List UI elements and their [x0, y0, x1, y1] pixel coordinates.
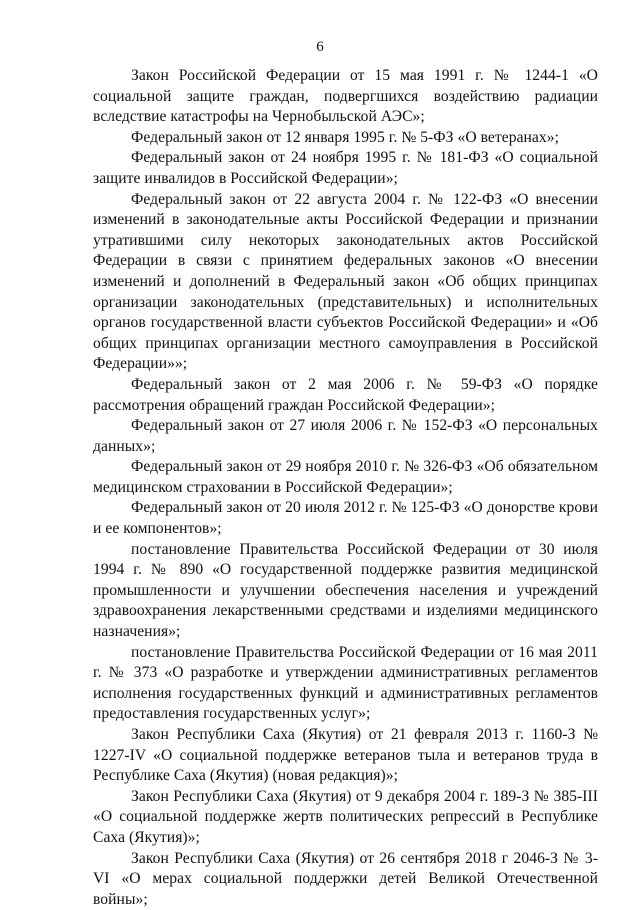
- document-body: [93, 66, 598, 910]
- list-item: Закон Республики Саха (Якутия) от 26 сентября 2018 г 2046-З № 3-VI «О мерах социальной поддержки детей Великой Отечественной войны»;: [93, 849, 598, 908]
- list-item: Закон Республики Саха (Якутия) от 21 февраля 2013 г. 1160-З № 1227-IV «О социальной поддержке ветеранов тыла и ветеранов труда в Республике Саха (Якутия) (новая редакция)»;: [93, 726, 598, 785]
- list-item: постановление Правительства Российской Федерации от 16 мая 2011 г. № 373 «О разработке и утверждении административных регламентов исполнения государственных функций и административных регламентов предоставления государственных услуг»;: [93, 643, 598, 723]
- list-item: постановление Правительства Российской Федерации от 30 июля 1994 г. № 890 «О государственной поддержке развития медицинской промышленности и улучшении обеспечения населения и учреждений здравоохранения лекарственными средствами и изделиями медицинского назначения»;: [93, 540, 598, 641]
- list-item: Федеральный закон от 12 января 1995 г. № 5-ФЗ «О ветеранах»;: [131, 128, 559, 146]
- list-item: Федеральный закон от 22 августа 2004 г. № 122-ФЗ «О внесении изменений в законодательные акты Российской Федерации и признании утратившими силу некоторых законодательных актов Российской Федерации в связи с принятием федеральных законов «О внесении изменений и дополнений в Федеральный закон «Об общих принципах организации законодательных (представительных) и исполнительных органов государственной власти субъектов Российской Федерации» и «Об общих принципах организации местного самоуправления в Российской Федерации»»;: [93, 190, 598, 373]
- list-item: Федеральный закон от 2 мая 2006 г. № 59-ФЗ «О порядке рассмотрения обращений граждан Российской Федерации»;: [93, 375, 598, 414]
- list-item: Федеральный закон от 29 ноября 2010 г. № 326-ФЗ «Об обязательном медицинском страховании в Российской Федерации»;: [93, 458, 598, 496]
- list-item: Закон Республики Саха (Якутия) от 9 декабря 2004 г. 189-З № 385-III «О социальной поддержке жертв политических репрессий в Республике Саха (Якутия)»;: [93, 787, 598, 846]
- list-item: Федеральный закон от 24 ноября 1995 г. № 181-ФЗ «О социальной защите инвалидов в Российской Федерации»;: [93, 149, 598, 187]
- list-item: Федеральный закон от 20 июля 2012 г. № 125-ФЗ «О донорстве крови и ее компонентов»;: [93, 499, 598, 538]
- list-item: Федеральный закон от 27 июля 2006 г. № 152-ФЗ «О персональных данных»;: [93, 417, 598, 455]
- list-item: Закон Российской Федерации от 15 мая 1991 г. № 1244-1 «О социальной защите граждан, подвергшихся воздействию радиации вследствие катастрофы на Чернобыльской АЭС»;: [93, 67, 598, 126]
- page-number: 6: [316, 39, 324, 55]
